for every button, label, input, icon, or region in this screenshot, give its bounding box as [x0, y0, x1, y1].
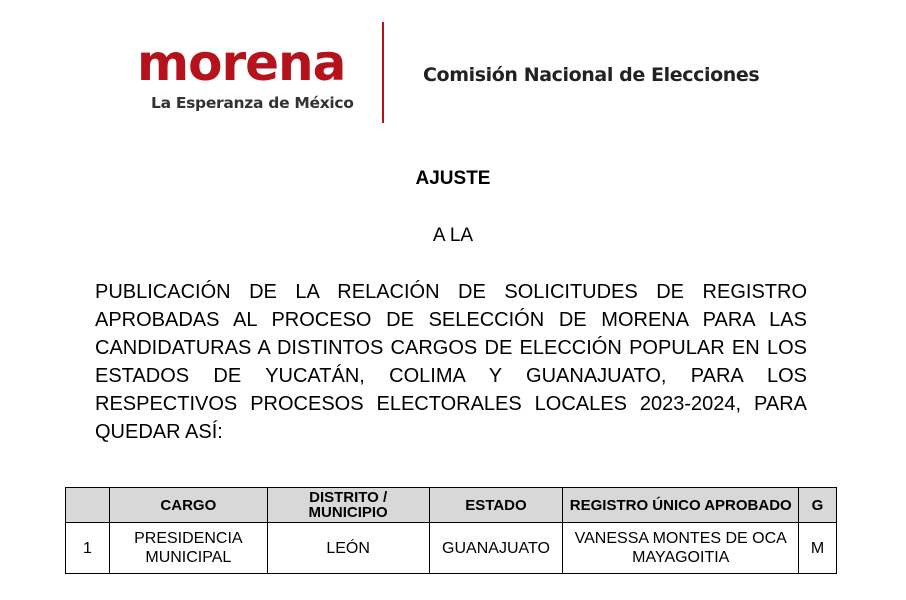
header-cargo: CARGO — [109, 488, 267, 523]
header-gender: G — [799, 488, 837, 523]
morena-logo: morena — [137, 34, 346, 92]
registration-table — [65, 487, 837, 574]
header-distrito: DISTRITO / MUNICIPIO — [267, 488, 429, 523]
cell-gender: M — [799, 523, 837, 574]
document-body: PUBLICACIÓN DE LA RELACIÓN DE SOLICITUDES DE REGISTRO APROBADAS AL PROCESO DE SELECCIÓN DE MORENA PARA LAS CANDIDATURAS A DISTINTOS CARGOS DE ELECCIÓN POPULAR EN LOS ESTADOS DE YUCATÁN, COLIMA Y GUANAJUATO, PARA LOS RESPECTIVOS PROCESOS ELECTORALES LOCALES 2023-2024, PARA QUEDAR ASÍ: — [95, 281, 807, 443]
header-number — [66, 488, 110, 523]
cell-number: 1 — [66, 523, 110, 574]
logo-tagline: La Esperanza de México — [151, 94, 354, 112]
document-title: AJUSTE — [415, 168, 491, 189]
cell-distrito: LEÓN — [267, 523, 429, 574]
cell-estado: GUANAJUATO — [429, 523, 563, 574]
table-header-row — [66, 488, 837, 523]
cell-registro: VANESSA MONTES DE OCA MAYAGOITIA — [563, 523, 799, 574]
header-estado: ESTADO — [429, 488, 563, 523]
table-row — [66, 523, 837, 574]
document-subtitle: A LA — [432, 225, 474, 246]
cell-cargo: PRESIDENCIA MUNICIPAL — [109, 523, 267, 574]
header-divider — [382, 22, 384, 123]
header-registro: REGISTRO ÚNICO APROBADO — [563, 488, 799, 523]
commission-name: Comisión Nacional de Elecciones — [423, 64, 760, 86]
